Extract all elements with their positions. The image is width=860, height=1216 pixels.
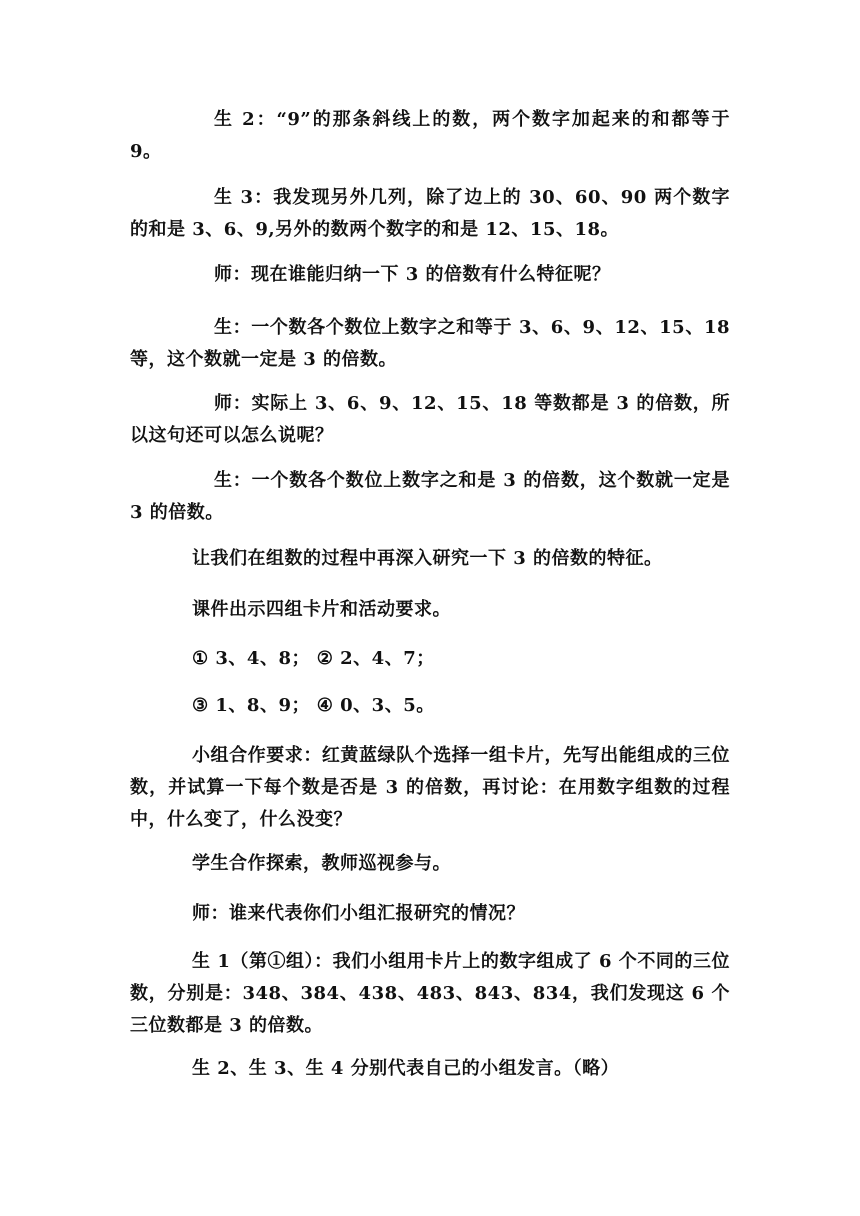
paragraph-15: 生 2、生 3、生 4 分别代表自己的小组发言。（略） xyxy=(192,1058,620,1079)
paragraph-12: 学生合作探索，教师巡视参与。 xyxy=(192,853,451,874)
card-groups-line-2: ③ 1、8、9； ④ 0、3、5。 xyxy=(192,695,435,716)
card-groups-line-1: ① 3、4、8； ② 2、4、7； xyxy=(192,648,435,669)
paragraph-7: 让我们在组数的过程中再深入研究一下 3 的倍数的特征。 xyxy=(192,548,663,569)
paragraph-4: 生：一个数各个数位上数字之和等于 3、6、9、12、15、18 等，这个数就一定是 3 的倍数。 xyxy=(130,317,730,370)
paragraph-14: 生 1（第①组）：我们小组用卡片上的数字组成了 6 个不同的三位数，分别是：348、384、438、483、843、834，我们发现这 6 个三位数都是 3 的倍数。 xyxy=(130,951,730,1036)
paragraph-8: 课件出示四组卡片和活动要求。 xyxy=(192,599,451,620)
paragraph-2: 生 3：我发现另外几列，除了边上的 30、60、90 两个数字的和是 3、6、9,另外的数两个数字的和是 12、15、18。 xyxy=(130,187,730,240)
paragraph-1: 生 2：“9”的那条斜线上的数，两个数字加起来的和都等于 9。 xyxy=(130,109,730,162)
paragraph-3: 师：现在谁能归纳一下 3 的倍数有什么特征呢？ xyxy=(214,264,611,285)
paragraph-6: 生：一个数各个数位上数字之和是 3 的倍数，这个数就一定是 3 的倍数。 xyxy=(130,470,730,523)
paragraph-11: 小组合作要求：红黄蓝绿队个选择一组卡片，先写出能组成的三位数，并试算一下每个数是否是 3 的倍数，再讨论：在用数字组数的过程中，什么变了，什么没变？ xyxy=(130,745,730,830)
paragraph-13: 师：谁来代表你们小组汇报研究的情况？ xyxy=(192,903,525,924)
paragraph-5: 师：实际上 3、6、9、12、15、18 等数都是 3 的倍数，所以这句还可以怎么说呢？ xyxy=(130,393,730,446)
